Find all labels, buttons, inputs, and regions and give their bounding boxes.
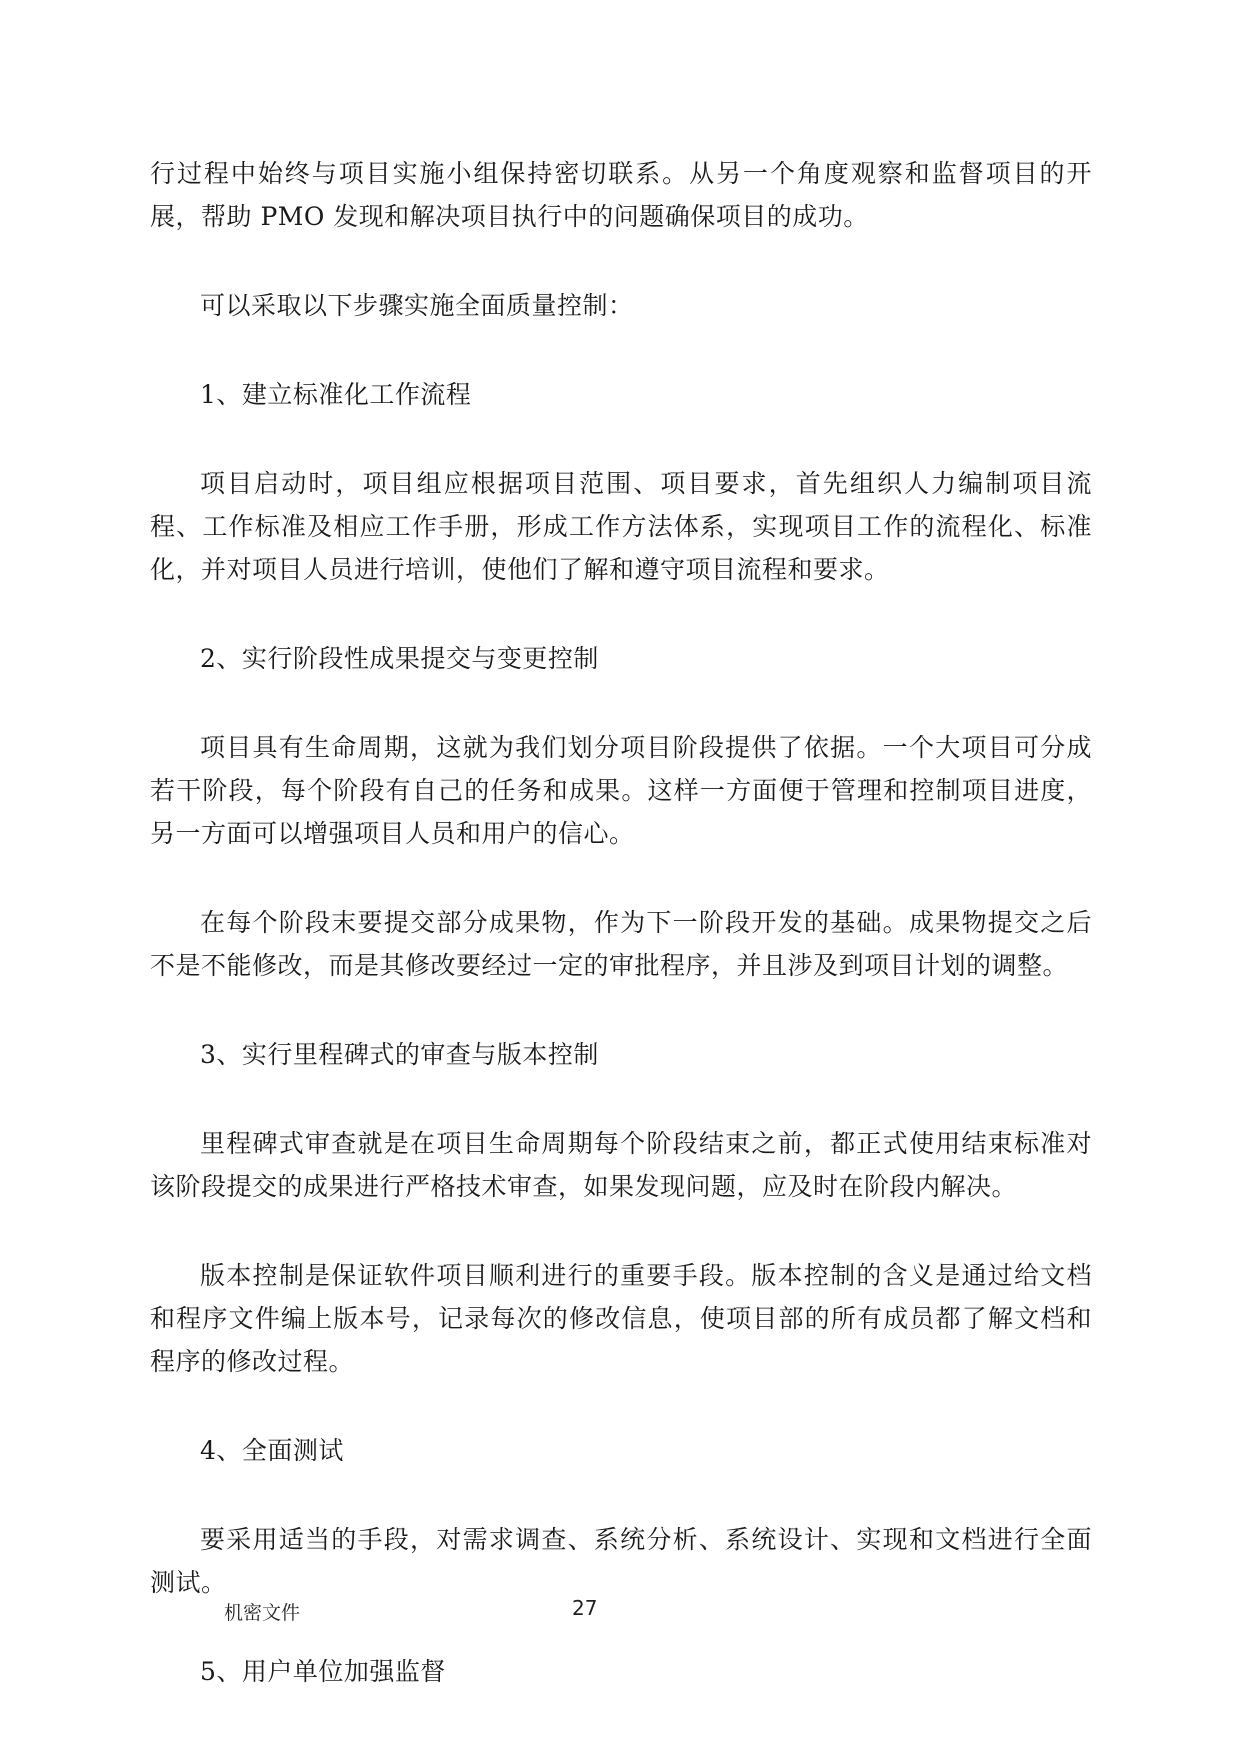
section-heading-5: 5、用户单位加强监督 — [200, 1657, 446, 1686]
paragraph-section-4: 要采用适当的手段，对需求调查、系统分析、系统设计、实现和文档进行全面测试。 — [150, 1525, 1092, 1597]
section-heading-2: 2、实行阶段性成果提交与变更控制 — [200, 644, 599, 673]
paragraph-section-1: 项目启动时，项目组应根据项目范围、项目要求，首先组织人力编制项目流程、工作标准及相应工作手册，形成工作方法体系，实现项目工作的流程化、标准化，并对项目人员进行培训，使他们了解和遵守项目流程和要求。 — [150, 469, 1092, 584]
paragraph-section-2a: 项目具有生命周期，这就为我们划分项目阶段提供了依据。一个大项目可分成若干阶段，每个阶段有自己的任务和成果。这样一方面便于管理和控制项目进度，另一方面可以增强项目人员和用户的信心。 — [150, 733, 1092, 848]
paragraph-intro: 可以采取以下步骤实施全面质量控制： — [200, 291, 634, 320]
section-heading-3: 3、实行里程碑式的审查与版本控制 — [200, 1040, 599, 1069]
page-number: 27 — [572, 1596, 598, 1620]
section-heading-1: 1、建立标准化工作流程 — [200, 380, 472, 409]
section-heading-4: 4、全面测试 — [200, 1436, 344, 1465]
footer-confidential-label: 机密文件 — [224, 1602, 301, 1624]
paragraph-section-3b: 版本控制是保证软件项目顺利进行的重要手段。版本控制的含义是通过给文档和程序文件编上版本号，记录每次的修改信息，使项目部的所有成员都了解文档和程序的修改过程。 — [150, 1261, 1092, 1376]
paragraph-continuation: 行过程中始终与项目实施小组保持密切联系。从另一个角度观察和监督项目的开展，帮助 PMO 发现和解决项目执行中的问题确保项目的成功。 — [150, 159, 1092, 231]
paragraph-section-2b: 在每个阶段末要提交部分成果物，作为下一阶段开发的基础。成果物提交之后不是不能修改，而是其修改要经过一定的审批程序，并且涉及到项目计划的调整。 — [150, 908, 1092, 980]
document-body — [150, 152, 1092, 1739]
paragraph-section-3a: 里程碑式审查就是在项目生命周期每个阶段结束之前，都正式使用结束标准对该阶段提交的成果进行严格技术审查，如果发现问题，应及时在阶段内解决。 — [150, 1129, 1092, 1201]
